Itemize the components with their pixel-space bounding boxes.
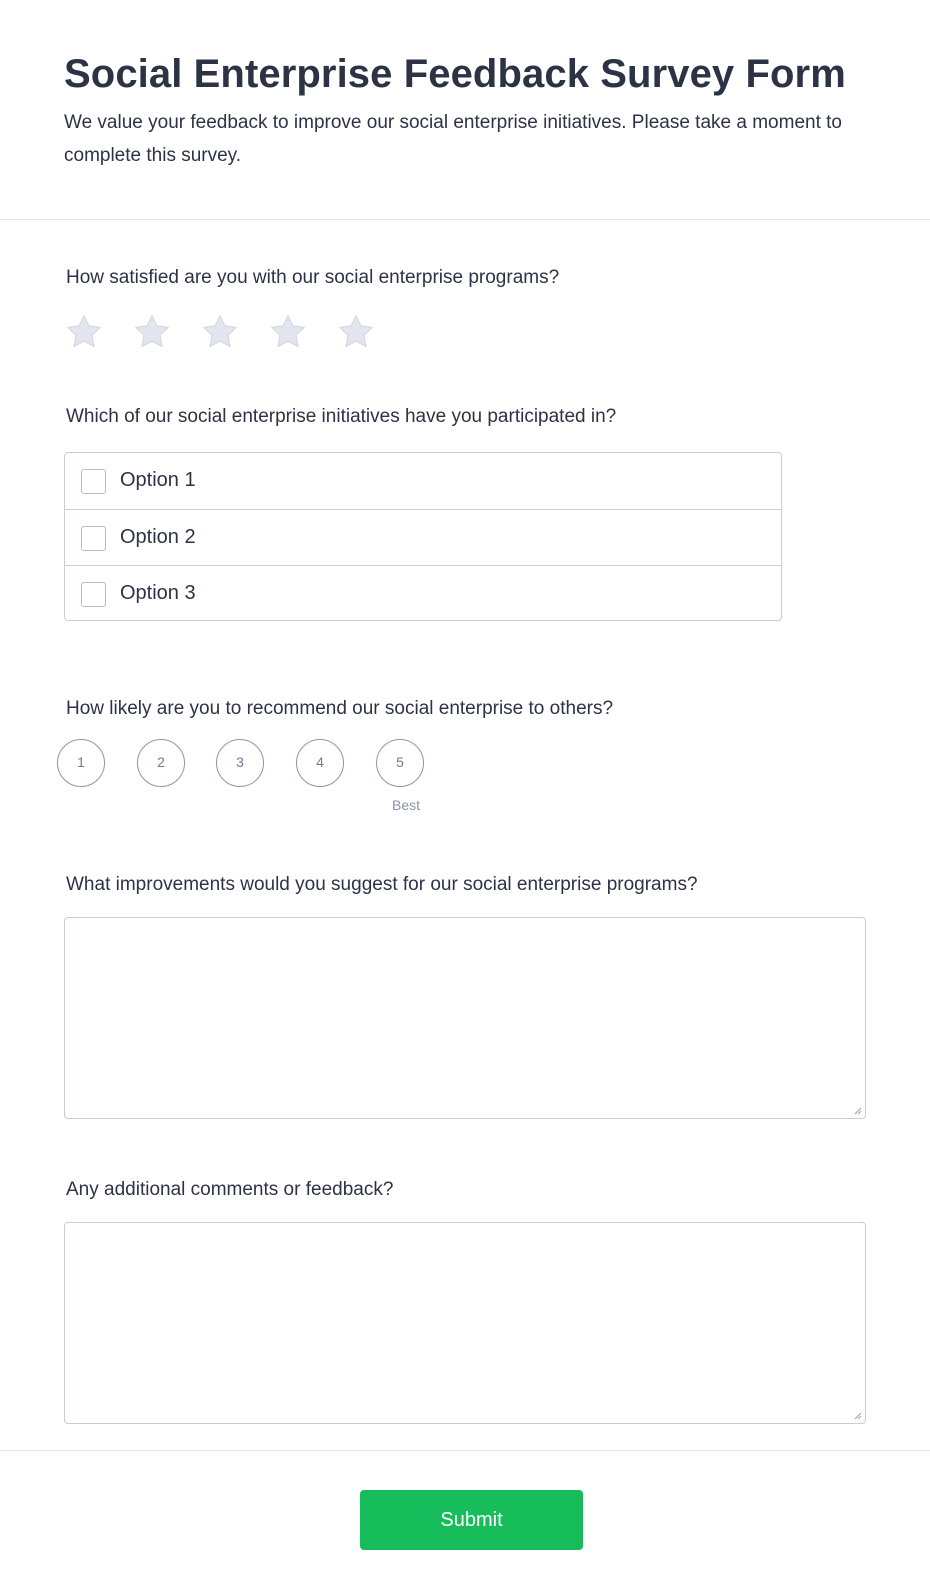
star-4-icon[interactable]	[268, 312, 308, 352]
q3-label: How likely are you to recommend our social enterprise to others?	[66, 698, 614, 719]
star-3-icon[interactable]	[200, 312, 240, 352]
q1-label: How satisfied are you with our social enterprise programs?	[66, 267, 560, 288]
checkbox-label: Option 2	[120, 526, 196, 548]
resize-grip-icon[interactable]	[852, 1410, 862, 1420]
resize-grip-icon[interactable]	[852, 1105, 862, 1115]
scale-option-3[interactable]: 3	[216, 739, 264, 787]
checkbox-group	[64, 452, 782, 621]
checkbox-option-2[interactable]	[65, 509, 781, 565]
checkbox-option-3[interactable]	[65, 565, 781, 621]
scale-option-4[interactable]: 4	[296, 739, 344, 787]
scale-option-5[interactable]: 5	[376, 739, 424, 787]
scale-option-1[interactable]: 1	[57, 739, 105, 787]
scale-best-label: Best	[392, 797, 421, 813]
star-5-icon[interactable]	[336, 312, 376, 352]
q5-label: Any additional comments or feedback?	[66, 1179, 394, 1200]
footer-divider	[0, 1450, 930, 1451]
checkbox-icon[interactable]	[81, 469, 106, 494]
checkbox-label: Option 3	[120, 582, 196, 604]
checkbox-icon[interactable]	[81, 526, 106, 551]
scale-option-2[interactable]: 2	[137, 739, 185, 787]
star-2-icon[interactable]	[132, 312, 172, 352]
q4-label: What improvements would you suggest for our social enterprise programs?	[66, 874, 698, 895]
checkbox-label: Option 1	[120, 469, 196, 491]
star-1-icon[interactable]	[64, 312, 104, 352]
form-title: Social Enterprise Feedback Survey Form	[64, 52, 846, 96]
submit-button[interactable]: Submit	[360, 1490, 583, 1550]
improvements-textarea[interactable]	[64, 917, 866, 1119]
checkbox-icon[interactable]	[81, 582, 106, 607]
q2-label: Which of our social enterprise initiatives have you participated in?	[66, 406, 617, 427]
form-description: We value your feedback to improve our social enterprise initiatives. Please take a moment to complete this survey.	[64, 112, 842, 166]
form-header	[0, 0, 930, 220]
comments-textarea[interactable]	[64, 1222, 866, 1424]
checkbox-option-1[interactable]	[65, 453, 781, 509]
